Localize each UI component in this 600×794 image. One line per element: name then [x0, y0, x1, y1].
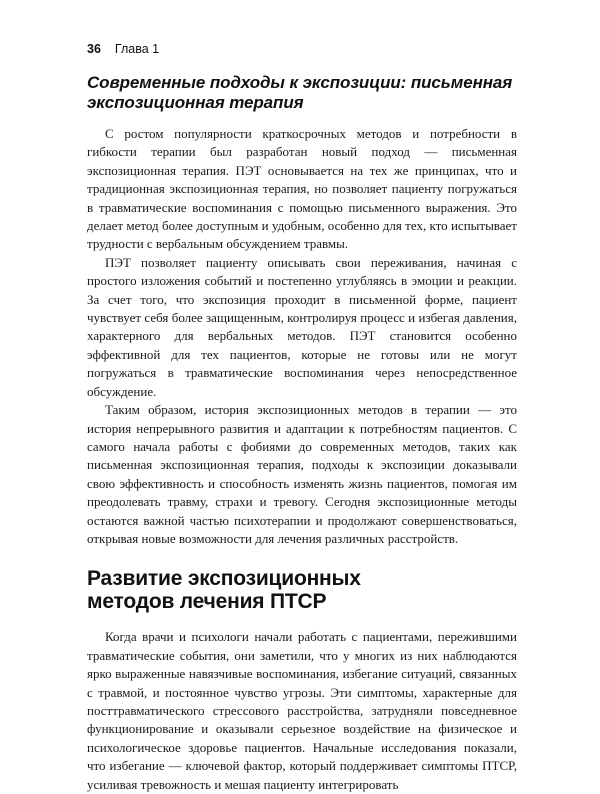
- section-heading-line: методов лечения ПТСР: [87, 590, 327, 614]
- section-heading-line: Развитие экспозиционных: [87, 567, 361, 591]
- running-head: [87, 42, 517, 58]
- body-paragraph: С ростом популярности краткосрочных методов и потребности в гибкости терапии был разработан новый подход — письменная экспозиционная терапия. ПЭТ основывается на тех же принципах, что и традиционная экспозиционная терапия, но позволяет пациенту погружаться в травматические воспоминания с помощью письменного выражения. Это делает метод более доступным и удобным, особенно для тех, кто испытывает трудности с вербальным обсуждением травмы.: [87, 126, 517, 252]
- body-paragraph: Таким образом, история экспозиционных методов в терапии — это история непрерывного развития и адаптации к потребностям пациентов. С самого начала работы с фобиями до современных методов, таких как письменная экспозиционная терапия, подходы к экспозиции доказывали свою эффективность и способность изменять жизнь пациентов, помогая им преодолевать травму, страхи и тревогу. Сегодня экспозиционные методы остаются важной частью психотерапии и продолжают совершенствоваться, открывая новые возможности для лечения различных расстройств.: [87, 402, 517, 546]
- body-paragraph: Когда врачи и психологи начали работать с пациентами, пережившими травматические события, они заметили, что у многих из них наблюдаются ярко выраженные навязчивые воспоминания, избегание ситуаций, связанных с травмой, и постоянное чувство угрозы. Эти симптомы, характерные для посттравматического стрессового расстройства, затрудняли повседневное функционирование и оказывали серьезное воздействие на физическое и психологическое здоровье пациентов. Начальные исследования показали, что избегание — ключевой фактор, который поддерживает симптомы ПТСР, усиливая тревожность и мешая пациенту интегрировать: [87, 629, 517, 792]
- section-heading-ptsd-methods: [87, 567, 517, 613]
- section-heading-written-exposure: [87, 73, 517, 113]
- body-paragraph: ПЭТ позволяет пациенту описывать свои переживания, начиная с простого изложения событий и постепенно углубляясь в эмоции и реакции. За счет того, что экспозиция проходит в письменной форме, пациент чувствует себя более защищенным, контролируя процесс и избегая давления, характерного для вербальных методов. ПЭТ становится особенно эффективной для тех пациентов, которые не готовы или не могут погружаться в травматические воспоминания через непосредственное обсуждение.: [87, 254, 517, 399]
- page-number: 36: [87, 42, 101, 56]
- chapter-label: Глава 1: [114, 42, 160, 56]
- section-heading-line: Современные подходы к экспозиции: письменная: [87, 73, 513, 92]
- book-page: [87, 42, 517, 794]
- section-heading-line: экспозиционная терапия: [87, 93, 304, 112]
